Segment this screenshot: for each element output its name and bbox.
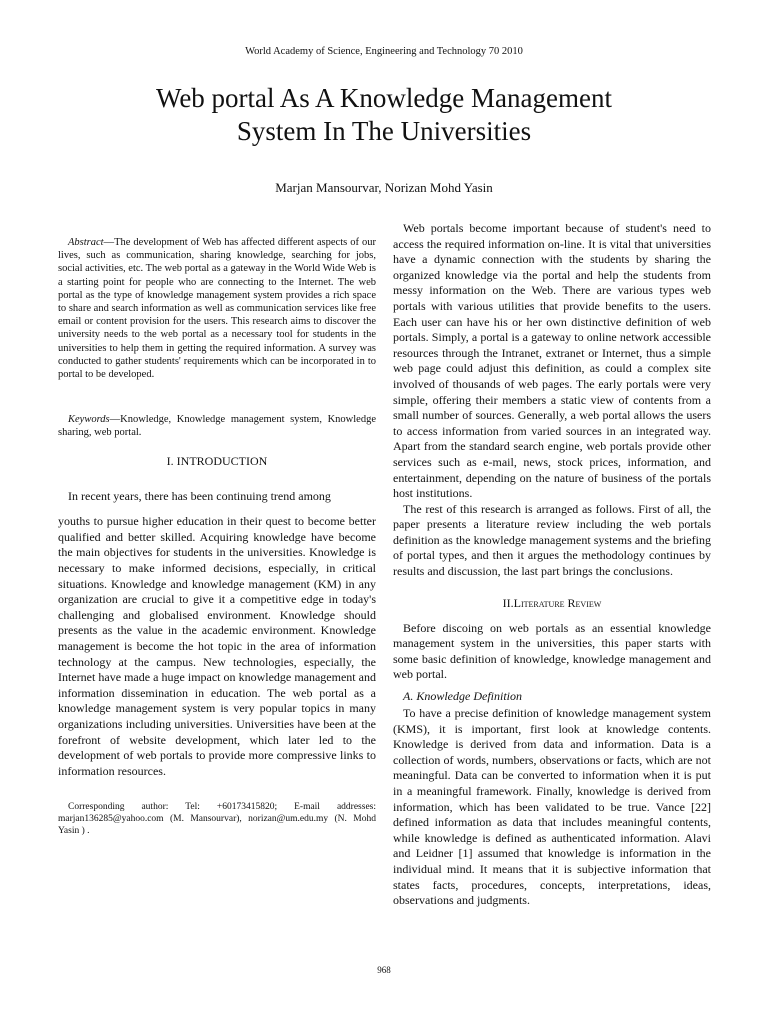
title-line-2: System In The Universities <box>236 116 532 146</box>
intro-paragraph-2: youths to pursue higher education in their quest to become better qualified and better skilled. Acquiring knowledge have become the main objectives for students in the universities. Knowledge is necessary to make informed decisions, especially, in critical situations. Knowledge and knowledge management (KM) in any organization are crucial to give it a competitive edge in today's challenging and globalised environment. Knowledge should presents as the value in the academic environment. Knowledge management is become the hot topic in the area of information technology at the campus. New technologies, especially, the Internet have made a huge impact on knowledge management and information dissemination in education. The web portal as a knowledge management system is very popular topics in many organizations including universities. Universities have been at the forefront of website development, which later led to the development of web portals to provide more compressive links to information resources. <box>58 514 376 778</box>
left-column <box>58 236 376 847</box>
journal-header: World Academy of Science, Engineering and Technology 70 2010 <box>245 46 523 57</box>
paper-title <box>60 82 708 148</box>
section-heading-literature-review <box>393 596 711 611</box>
right-column <box>393 221 711 909</box>
keywords <box>58 413 376 439</box>
page-number: 968 <box>377 965 391 975</box>
authors: Marjan Mansourvar, Norizan Mohd Yasin <box>275 180 493 195</box>
abstract-label: Abstract <box>68 237 104 248</box>
literature-paragraph-1: Before discoing on web portals as an essential knowledge management system in the universities, this paper starts with some basic definition of knowledge, knowledge management and web portal. <box>393 620 711 682</box>
corresponding-author-footnote: Corresponding author: Tel: +60173415820; E-mail addresses: marjan136285@yahoo.com (M. Mansourvar), norizan@um.edu.my (N. Mohd Yasin ) . <box>58 802 376 837</box>
keywords-label: Keywords <box>68 414 110 426</box>
literature-paragraph-2: To have a precise definition of knowledge management system (KMS), it is important, first look at knowledge contents. Knowledge is derived from data and information. Data is a collection of words, numbers, observations or facts, which are not meaningful. Data can be converted to information when it is put in a meaningful framework. Finally, knowledge is derived from information, which has been validated to be true. Vance [22] defined information as data that includes meaningful contents, while knowledge is defined as authenticated information. Alavi and Leidner [1] assumed that knowledge is information in the individual mind. It means that it is subjective information that states facts, procedures, concepts, interpretations, ideas, observations and judgments. <box>393 706 711 908</box>
keywords-text: —Knowledge, Knowledge management system, Knowledge sharing, web portal. <box>58 414 376 439</box>
literature-review-heading-text: II.Literature Review <box>502 595 602 610</box>
intro-paragraph-1: In recent years, there has been continuing trend among <box>68 488 331 503</box>
body-paragraph-structure: The rest of this research is arranged as follows. First of all, the paper presents a literature review including the web portals definition as the knowledge management systems and the briefing of portal types, and then it argues the methodology continues by results and discussion, the last part brings the conclusions. <box>393 501 711 579</box>
section-heading-introduction: I. INTRODUCTION <box>166 453 268 468</box>
abstract <box>58 236 376 381</box>
title-line-1: Web portal As A Knowledge Management <box>156 83 612 113</box>
subsection-heading-knowledge-definition: A. Knowledge Definition <box>403 689 522 704</box>
abstract-text: —The development of Web has affected different aspects of our lives, such as communication, sharing knowledge, searching for jobs, social activities, etc. The web portal as a gateway in the World Wide Web is a starting point for people who are connecting to the Internet. The web portal as the type of knowledge management system provides a rich space to share and search information as well as communication services like free email or content provision for the users. This research aims to discover the university needs to the web portal as a necessary tool for students in the universities to help them in getting the required information. A survey was conducted to gather students' requirements which can be incorporated in to portal to be developed. <box>58 237 376 381</box>
body-paragraph-portals: Web portals become important because of student's need to access the required information on-line. It is vital that universities have a dynamic connection with the students by sharing the organized knowledge via the portal and help the students from messy information on the Web. There are various types web portals with various utilities that provide benefits to the users. Each user can have his or her own distinctive definition of web portals. Simply, a portal is a gateway to online network accessible resources through the Intranet, extranet or Internet, thus a simple web page could adjust this definition, as could a complex site involved of thousands of web pages. The early portals were very simple, offering their members a static view of contents from a small number of sources. Generally, a web portal allows the users to access information from varied sources in an integrated way. Apart from the standard search engine, web portals provide other services such as e-mail, news, stock prices, information, and entertainment, depending on the nature of business of the portals host institutions. <box>393 221 711 501</box>
